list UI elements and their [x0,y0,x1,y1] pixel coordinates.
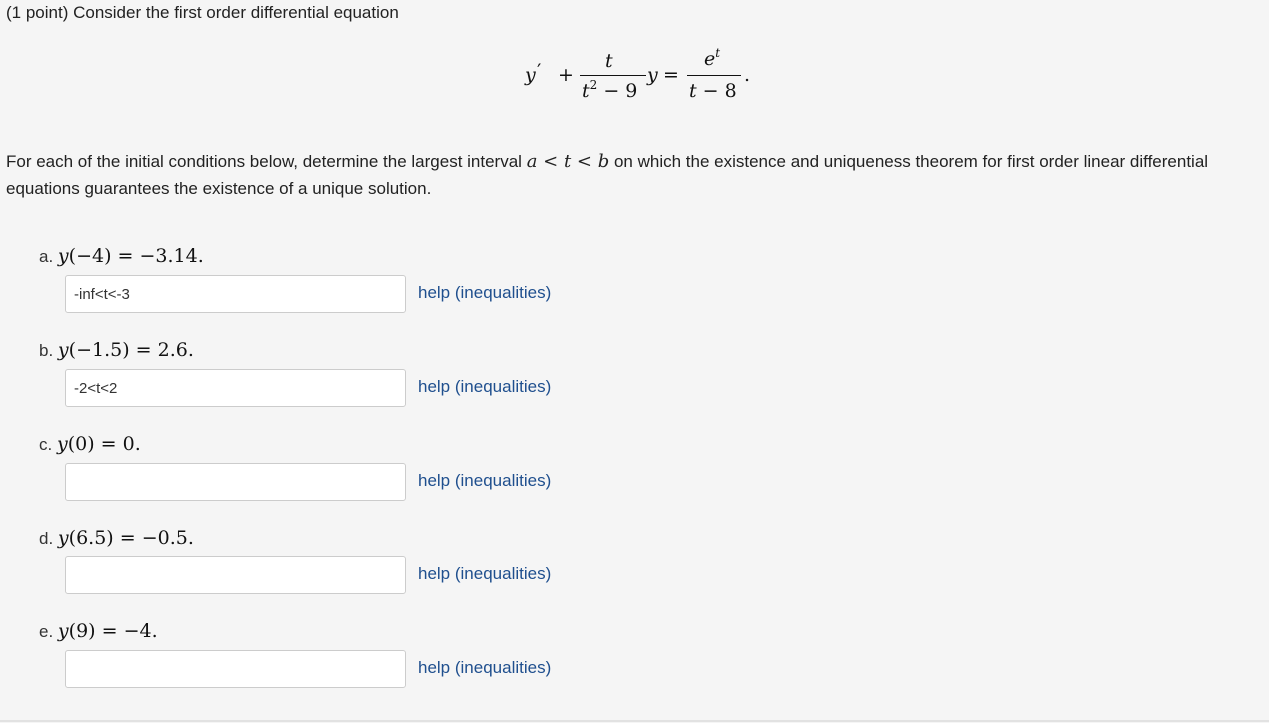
item-e-condition: y(9) = −4. [57,620,158,642]
eq-frac2-numerator: $e^t$ [704,46,721,70]
item-e-answer-input[interactable] [65,650,406,688]
item-a-help-link[interactable]: help (inequalities) [418,283,552,302]
item-b-label: b. y(−1.5) = 2.6. [39,339,194,361]
eq-prime: ′ [537,60,542,82]
eq-y: y [525,64,536,86]
item-a-answer-input[interactable] [65,275,406,313]
eq-frac1-bar [580,75,646,76]
item-b-answer-input[interactable] [65,369,406,407]
item-a-condition: y(−4) = −3.14. [57,245,204,267]
item-c-label: c. y(0) = 0. [39,433,141,455]
item-e-help-link[interactable]: help (inequalities) [418,658,552,677]
item-d-help-link[interactable]: help (inequalities) [418,564,552,583]
item-d-label: d. y(6.5) = −0.5. [39,527,194,549]
item-d-answer-input[interactable] [65,556,406,594]
eq-equals: = [663,64,679,86]
item-e-label: e. y(9) = −4. [39,620,158,642]
item-a-label: a. y(−4) = −3.14. [39,245,204,267]
item-c-answer-input[interactable] [65,463,406,501]
eq-frac2-bar [687,75,741,76]
eq-period: . [744,64,751,86]
item-c-help-link[interactable]: help (inequalities) [418,471,552,490]
item-b-condition: y(−1.5) = 2.6. [57,339,194,361]
bottom-divider [0,720,1269,722]
eq-frac1-numerator: t [605,50,613,72]
eq-frac1-denominator: $t^2 - 9$ [582,78,638,102]
item-d-condition: y(6.5) = −0.5. [57,527,194,549]
instructions: For each of the initial conditions below, determine the largest interval a < t < b on which the existence and uniqueness theorem for first order linear differential equations guarantees the existence of a unique solution. [6,151,1209,198]
eq-y2: y [647,64,658,86]
eq-frac2-denominator: t − 8 [689,80,737,102]
item-c-condition: y(0) = 0. [56,433,141,455]
item-b-help-link[interactable]: help (inequalities) [418,377,552,396]
problem-header: (1 point) Consider the first order differential equation [6,3,399,22]
eq-plus: + [558,64,574,86]
